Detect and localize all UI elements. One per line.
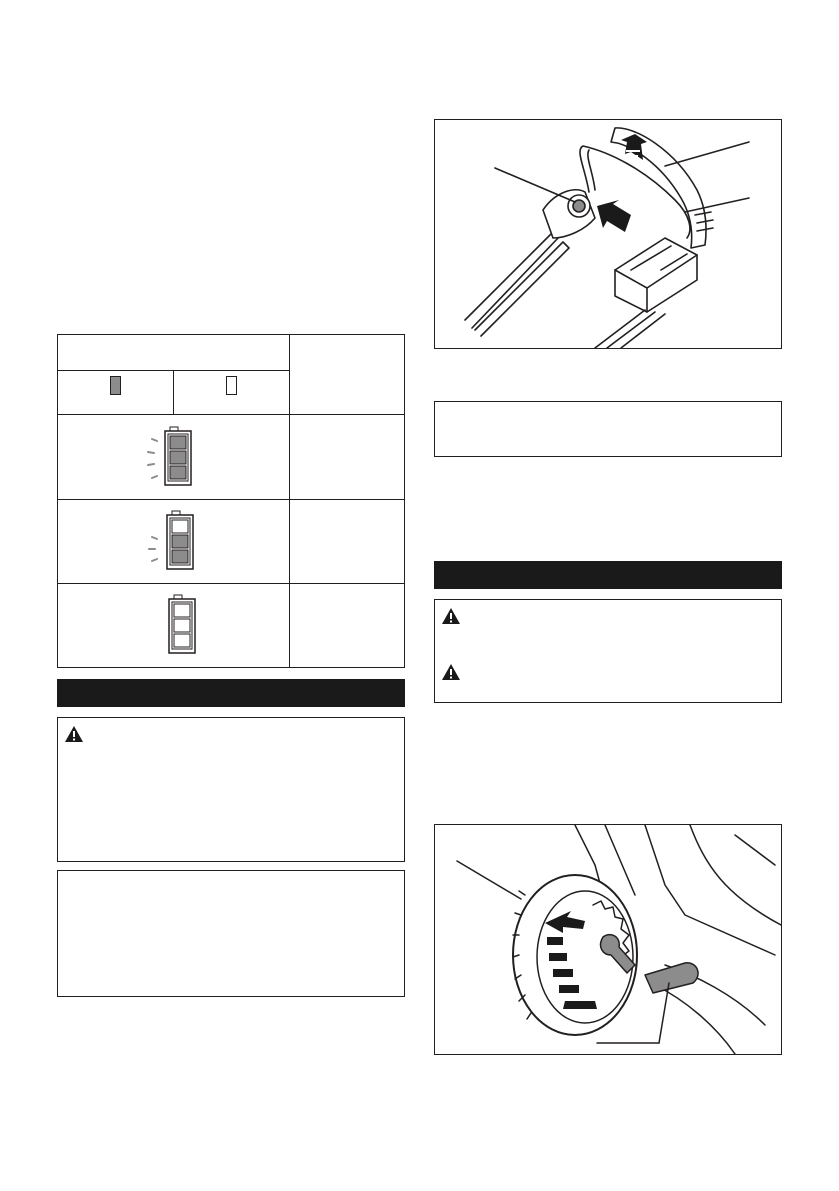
note-box [434, 401, 782, 457]
wheel-adjustment-figure [434, 824, 782, 1055]
note-box [57, 870, 405, 997]
table-rule [58, 583, 405, 584]
warning-triangle-icon [441, 607, 461, 625]
handle-lever-figure [434, 119, 782, 349]
battery-full-blinking-icon [144, 425, 204, 491]
battery-empty-icon [144, 593, 204, 659]
lit-lamp-icon [110, 376, 121, 395]
unlit-lamp-icon [226, 376, 237, 395]
table-rule [58, 499, 405, 500]
section-heading-bar [57, 679, 405, 707]
handle-lever-illustration [435, 120, 781, 348]
warning-triangle-icon [441, 663, 461, 681]
section-heading-bar [434, 561, 782, 589]
battery-indicator-table [57, 334, 405, 668]
table-rule [173, 370, 174, 414]
warning-triangle-icon [64, 725, 84, 743]
wheel-adjustment-illustration [435, 825, 781, 1054]
table-rule [58, 414, 405, 415]
warning-box [57, 717, 405, 862]
warning-box [434, 599, 782, 703]
battery-two-thirds-blinking-icon [144, 509, 204, 575]
table-rule [289, 335, 290, 668]
